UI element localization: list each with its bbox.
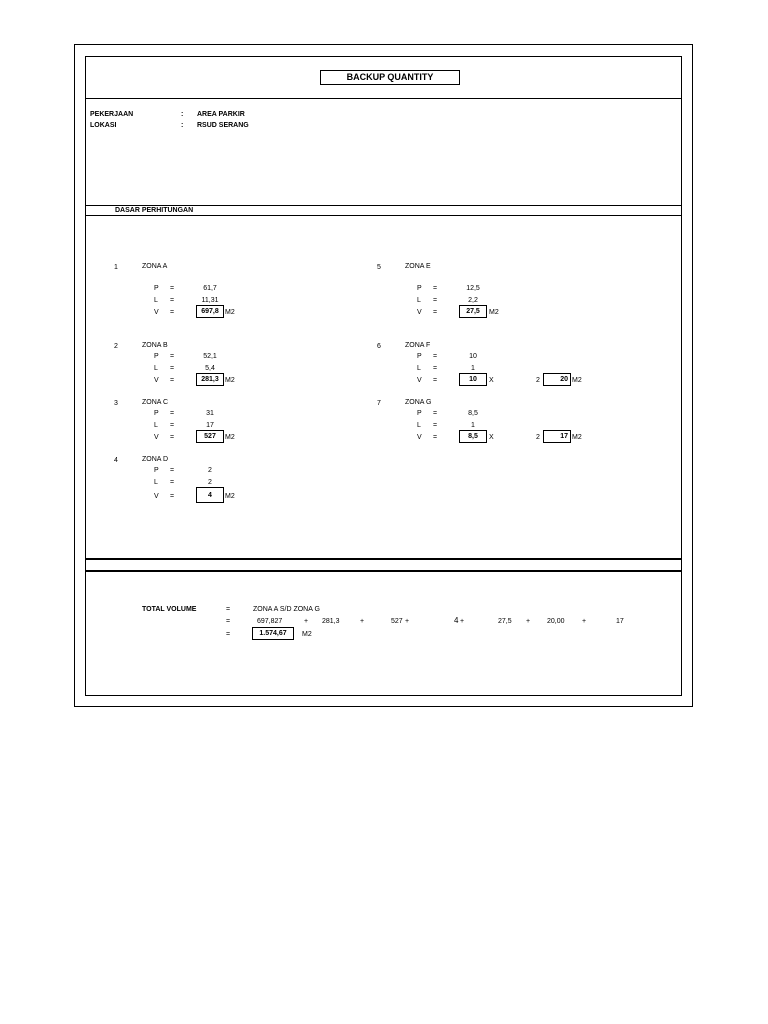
v-eq: = [433, 377, 438, 384]
result-unit: M2 [572, 377, 582, 384]
p-value: 2 [208, 467, 212, 474]
zone-name: ZONA B [142, 342, 168, 349]
v-eq: = [433, 434, 438, 441]
zone-number: 6 [377, 343, 381, 350]
v-label: V [417, 434, 422, 441]
v-label: V [154, 434, 159, 441]
total-term: 281,3 [322, 618, 340, 625]
multiply-sign: X [489, 377, 494, 384]
p-value: 8,5 [468, 410, 478, 417]
p-label: P [154, 410, 159, 417]
p-eq: = [433, 410, 438, 417]
p-label: P [417, 285, 422, 292]
l-label: L [154, 297, 158, 304]
page-inner-border [85, 56, 682, 696]
v-label: V [417, 377, 422, 384]
zone-name: ZONA G [405, 399, 432, 406]
v-eq: = [170, 493, 175, 500]
p-label: P [154, 353, 159, 360]
v-label: V [417, 309, 422, 316]
v-label: V [154, 377, 159, 384]
l-eq: = [433, 422, 438, 429]
p-value: 12,5 [466, 285, 480, 292]
total-term: 17 [616, 618, 624, 625]
p-label: P [417, 353, 422, 360]
total-divider-bottom [85, 570, 682, 572]
multiplier: 2 [536, 434, 540, 441]
l-label: L [417, 365, 421, 372]
total-eq-2: = [226, 618, 231, 625]
lokasi-label: LOKASI [90, 122, 117, 129]
zone-number: 4 [114, 457, 118, 464]
v-value-box: 27,5 [459, 305, 487, 318]
total-term: 527 [391, 618, 403, 625]
l-value: 1 [471, 422, 475, 429]
zone-number: 5 [377, 264, 381, 271]
p-eq: = [170, 353, 175, 360]
zone-number: 7 [377, 400, 381, 407]
l-value: 1 [471, 365, 475, 372]
total-desc: ZONA A S/D ZONA G [253, 606, 320, 613]
zone-name: ZONA F [405, 342, 431, 349]
l-value: 11,31 [201, 297, 219, 304]
section-divider-bottom [85, 215, 682, 216]
p-label: P [417, 410, 422, 417]
l-value: 2 [208, 479, 212, 486]
total-eq-3: = [226, 631, 231, 638]
result-box: 20 [543, 373, 571, 386]
zone-name: ZONA A [142, 263, 168, 270]
total-unit: M2 [302, 631, 312, 638]
p-eq: = [170, 285, 175, 292]
zone-name: ZONA D [142, 456, 169, 463]
pekerjaan-sep: : [181, 111, 184, 118]
section-title: DASAR PERHITUNGAN [115, 207, 194, 214]
p-value: 52,1 [203, 353, 217, 360]
v-label: V [154, 309, 159, 316]
total-eq-1: = [226, 606, 231, 613]
result-unit: M2 [572, 434, 582, 441]
lokasi-sep: : [181, 122, 184, 129]
total-result-box: 1.574,67 [252, 627, 294, 640]
v-value-box: 697,8 [196, 305, 224, 318]
l-label: L [417, 422, 421, 429]
v-eq: = [170, 377, 175, 384]
pekerjaan-value: AREA PARKIR [197, 111, 245, 118]
l-value: 17 [206, 422, 214, 429]
p-value: 31 [206, 410, 214, 417]
v-eq: = [170, 434, 175, 441]
zone-number: 2 [114, 343, 118, 350]
plus-sign: + [405, 618, 410, 625]
p-eq: = [170, 410, 175, 417]
total-term: 4 [454, 616, 459, 625]
lokasi-value: RSUD SERANG [197, 122, 249, 129]
l-label: L [417, 297, 421, 304]
l-eq: = [170, 479, 175, 486]
v-value-box: 10 [459, 373, 487, 386]
p-eq: = [170, 467, 175, 474]
plus-sign: + [526, 618, 531, 625]
total-term: 27,5 [498, 618, 512, 625]
p-label: P [154, 467, 159, 474]
total-divider-top [85, 558, 682, 560]
zone-name: ZONA E [405, 263, 431, 270]
v-unit: M2 [225, 377, 235, 384]
result-box: 17 [543, 430, 571, 443]
l-eq: = [170, 422, 175, 429]
v-value-box: 527 [196, 430, 224, 443]
l-label: L [154, 422, 158, 429]
v-eq: = [433, 309, 438, 316]
zone-name: ZONA C [142, 399, 169, 406]
l-eq: = [433, 297, 438, 304]
p-value: 61,7 [203, 285, 217, 292]
pekerjaan-label: PEKERJAAN [90, 111, 134, 118]
v-value-box: 4 [196, 487, 224, 503]
l-label: L [154, 479, 158, 486]
plus-sign: + [360, 618, 365, 625]
title-divider [85, 98, 682, 99]
page-title: BACKUP QUANTITY [346, 72, 434, 82]
v-value-box: 8,5 [459, 430, 487, 443]
l-eq: = [170, 365, 175, 372]
multiply-sign: X [489, 434, 494, 441]
l-value: 2,2 [468, 297, 478, 304]
plus-sign: + [460, 618, 465, 625]
p-label: P [154, 285, 159, 292]
v-unit: M2 [225, 309, 235, 316]
v-unit: M2 [225, 434, 235, 441]
p-eq: = [433, 353, 438, 360]
total-term: 697,827 [257, 618, 283, 625]
v-unit: M2 [225, 493, 235, 500]
total-label: TOTAL VOLUME [142, 606, 197, 613]
v-value-box: 281,3 [196, 373, 224, 386]
zone-number: 1 [114, 264, 118, 271]
plus-sign: + [304, 618, 309, 625]
total-term: 20,00 [547, 618, 565, 625]
v-label: V [154, 493, 159, 500]
p-eq: = [433, 285, 438, 292]
l-label: L [154, 365, 158, 372]
multiplier: 2 [536, 377, 540, 384]
v-eq: = [170, 309, 175, 316]
l-value: 5,4 [205, 365, 215, 372]
l-eq: = [433, 365, 438, 372]
l-eq: = [170, 297, 175, 304]
zone-number: 3 [114, 400, 118, 407]
plus-sign: + [582, 618, 587, 625]
p-value: 10 [469, 353, 477, 360]
v-unit: M2 [489, 309, 499, 316]
